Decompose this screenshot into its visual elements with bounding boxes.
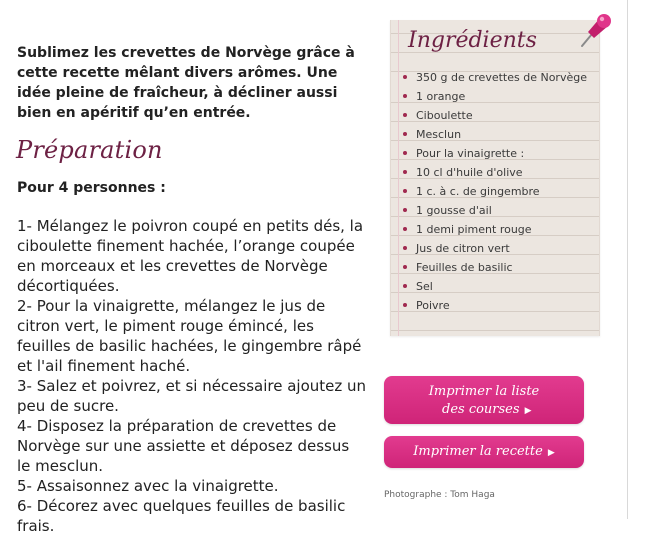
ingredient-item: Mesclun	[400, 125, 596, 144]
recipe-intro: Sublimez les crevettes de Norvège grâce à cette recette mêlant divers arômes. Une idée pleine de fraîcheur, à décliner aussi bien en apéritif qu’en entrée.	[17, 45, 355, 121]
ingredient-item: Pour la vinaigrette :	[400, 144, 596, 163]
preparation-steps	[17, 216, 367, 536]
print-recipe-button[interactable]	[384, 436, 584, 468]
print-recipe-label: Imprimer la recette	[413, 444, 543, 459]
ingredient-item: Poivre	[400, 296, 596, 315]
step-2: 2- Pour la vinaigrette, mélangez le jus de citron vert, le piment rouge émincé, les feuilles de basilic hachées, le gingembre râpé et l'ail finement haché.	[17, 297, 362, 375]
ingredients-list	[400, 68, 596, 315]
photo-credit: Photographe : Tom Haga	[384, 490, 495, 500]
ingredients-title: Ingrédients	[408, 28, 537, 53]
ingredient-item: Feuilles de basilic	[400, 258, 596, 277]
print-list-label-line1: Imprimer la liste	[428, 384, 540, 399]
print-list-label-text: des courses	[442, 402, 520, 417]
arrow-right-icon: ▶	[524, 406, 532, 416]
ingredient-item: 1 gousse d'ail	[400, 201, 596, 220]
ingredient-item: 10 cl d'huile d'olive	[400, 163, 596, 182]
step-6: 6- Décorez avec quelques feuilles de basilic frais.	[17, 497, 346, 535]
card-margin-line	[398, 20, 399, 336]
step-5: 5- Assaisonnez avec la vinaigrette.	[17, 477, 279, 495]
ingredient-item: 1 orange	[400, 87, 596, 106]
ingredient-item: Ciboulette	[400, 106, 596, 125]
ingredient-item: Sel	[400, 277, 596, 296]
ingredient-item: 1 c. à c. de gingembre	[400, 182, 596, 201]
right-border-line	[627, 0, 628, 519]
ingredient-item: 350 g de crevettes de Norvège	[400, 68, 596, 87]
servings-label: Pour 4 personnes :	[17, 180, 166, 196]
step-1: 1- Mélangez le poivron coupé en petits dés, la ciboulette finement hachée, l’orange coupée en morceaux et les crevettes de Norvège décortiquées.	[17, 217, 364, 295]
ingredient-item: 1 demi piment rouge	[400, 220, 596, 239]
push-pin-icon	[574, 10, 614, 52]
card-torn-edge	[390, 13, 600, 23]
preparation-heading: Préparation	[16, 136, 163, 164]
print-list-label-line2	[442, 402, 531, 417]
ingredient-item: Jus de citron vert	[400, 239, 596, 258]
arrow-right-icon: ▶	[547, 448, 555, 458]
print-shopping-list-button[interactable]	[384, 376, 584, 424]
step-3: 3- Salez et poivrez, et si nécessaire ajoutez un peu de sucre.	[17, 377, 367, 415]
step-4: 4- Disposez la préparation de crevettes de Norvège sur une assiette et déposez dessus le mesclun.	[17, 417, 350, 475]
